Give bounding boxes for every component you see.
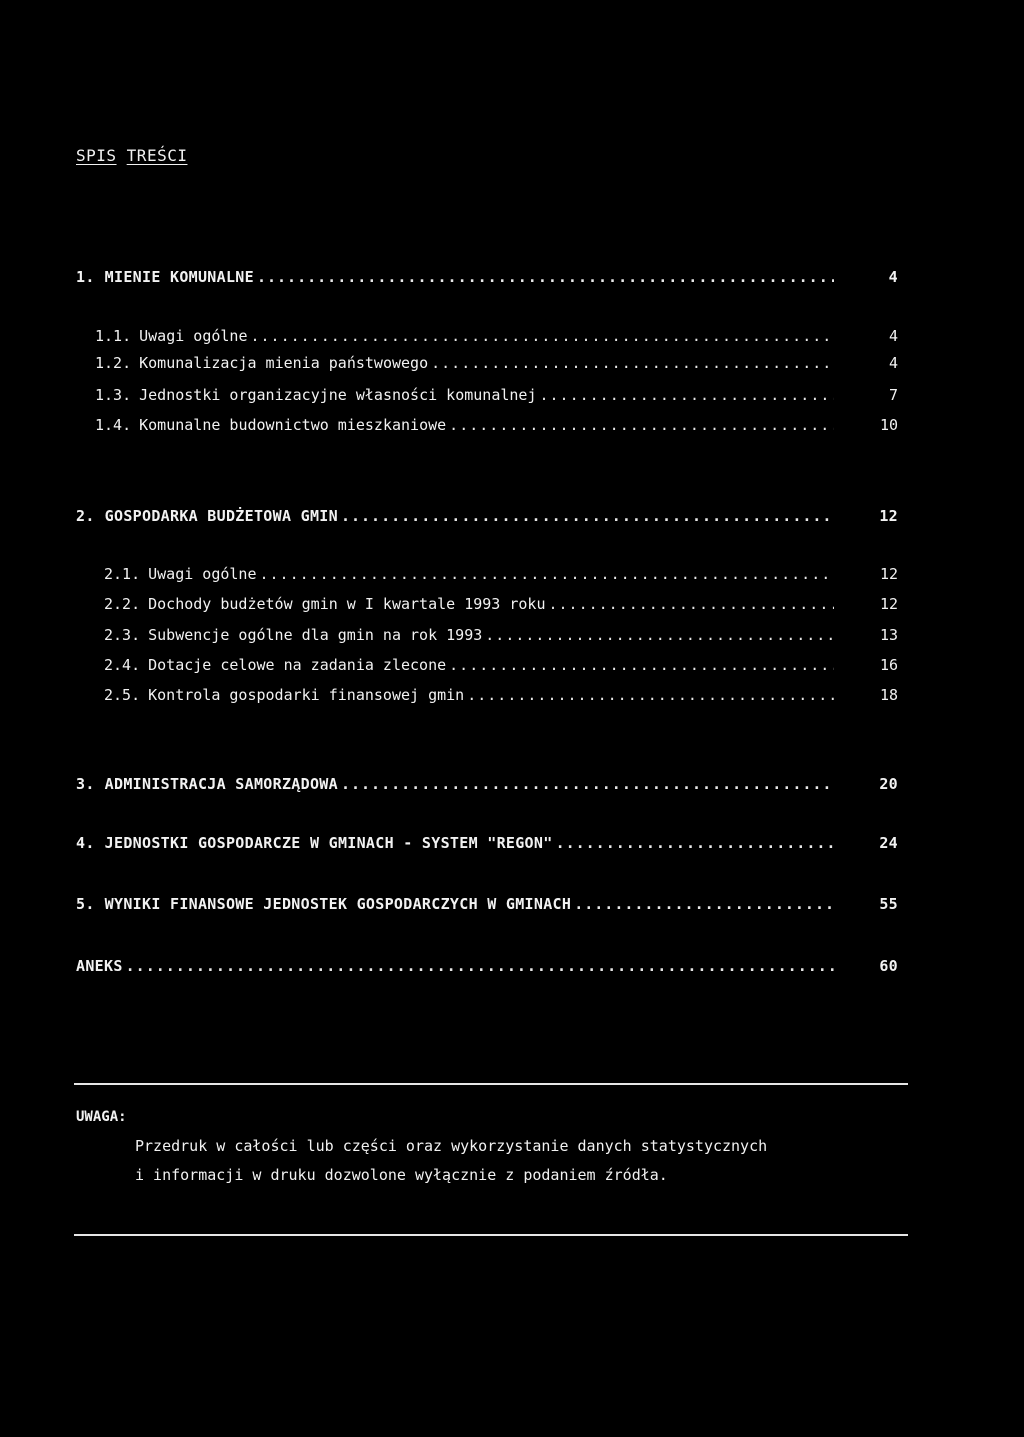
toc-page: 4 [888,268,898,286]
toc-leader [574,895,834,913]
toc-title: Subwencje ogólne dla gmin na rok 1993 [148,626,483,644]
toc-title: Komunalizacja mienia państwowego [139,354,429,372]
toc-title: Jednostki organizacyjne własności komunalnej [139,386,537,404]
toc-title: WYNIKI FINANSOWE JEDNOSTEK GOSPODARCZYCH W GMINACH [104,895,572,913]
toc-page: 16 [879,656,898,674]
toc-title: GOSPODARKA BUDŻETOWA GMIN [104,507,338,525]
toc-page: 4 [888,354,898,372]
toc-number: 5. [76,895,95,913]
toc-page: 13 [879,626,898,644]
toc-number: 2. [76,507,95,525]
toc-leader [539,386,834,404]
toc-entry-1-4[interactable] [95,416,898,436]
toc-leader [341,775,834,793]
toc-number: 1.2. [95,354,132,372]
toc-number: 4. [76,834,95,852]
toc-leader [126,957,834,975]
toc-page: 20 [879,775,898,793]
toc-page: 12 [879,565,898,583]
toc-entry-1-1[interactable] [95,327,898,347]
note-label: UWAGA: [76,1109,127,1125]
title-word-tresci: TREŚCI [126,146,188,165]
toc-entry-1[interactable] [76,268,898,288]
toc-entry-2-5[interactable] [104,686,898,706]
toc-entry-5[interactable] [76,895,898,915]
toc-page: 12 [879,595,898,613]
toc-page: 18 [879,686,898,704]
toc-leader [251,327,835,345]
toc-entry-2-3[interactable] [104,626,898,646]
toc-title: Dochody budżetów gmin w I kwartale 1993 roku [148,595,546,613]
toc-page: 7 [888,386,898,404]
toc-number: 1.3. [95,386,132,404]
toc-leader [548,595,834,613]
page-title [76,146,187,165]
toc-title: JEDNOSTKI GOSPODARCZE W GMINACH - SYSTEM "REGON" [104,834,553,852]
note-text-line-2: i informacji w druku dozwolone wyłącznie z podaniem źródła. [135,1166,668,1184]
toc-number: 1.4. [95,416,132,434]
toc-title: Dotacje celowe na zadania zlecone [148,656,447,674]
toc-page: 60 [879,957,898,975]
title-word-spis: SPIS [76,146,117,165]
toc-number: 3. [76,775,95,793]
toc-leader [341,507,834,525]
note-text-line-1: Przedruk w całości lub części oraz wykorzystanie danych statystycznych [135,1137,768,1155]
toc-entry-2-4[interactable] [104,656,898,676]
toc-entry-1-2[interactable] [95,354,898,374]
toc-number: 2.2. [104,595,141,613]
toc-number: 2.1. [104,565,141,583]
toc-leader [257,268,834,286]
toc-entry-2-1[interactable] [104,565,898,585]
toc-title: Komunalne budownictwo mieszkaniowe [139,416,447,434]
toc-entry-4[interactable] [76,834,898,854]
toc-title: ADMINISTRACJA SAMORZĄDOWA [104,775,338,793]
toc-leader [449,656,834,674]
toc-leader [260,565,835,583]
toc-number: 2.3. [104,626,141,644]
toc-leader [449,416,834,434]
toc-entry-2-2[interactable] [104,595,898,615]
note-top-rule [74,1083,908,1085]
toc-entry-3[interactable] [76,775,898,795]
toc-page: 24 [879,834,898,852]
toc-leader [485,626,834,644]
toc-title: Uwagi ogólne [148,565,257,583]
toc-title: Kontrola gospodarki finansowej gmin [148,686,465,704]
toc-leader [431,354,834,372]
toc-number: 2.5. [104,686,141,704]
toc-entry-aneks[interactable] [76,957,898,977]
toc-leader [556,834,834,852]
toc-entry-2[interactable] [76,507,898,527]
toc-entry-1-3[interactable] [95,386,898,406]
toc-title: ANEKS [76,957,123,975]
toc-page: 55 [879,895,898,913]
toc-title: Uwagi ogólne [139,327,248,345]
toc-page: 10 [879,416,898,434]
note-bottom-rule [74,1234,908,1236]
toc-number: 1. [76,268,95,286]
toc-number: 1.1. [95,327,132,345]
toc-title: MIENIE KOMUNALNE [104,268,254,286]
toc-page: 4 [888,327,898,345]
toc-number: 2.4. [104,656,141,674]
toc-page: 12 [879,507,898,525]
toc-leader [467,686,834,704]
